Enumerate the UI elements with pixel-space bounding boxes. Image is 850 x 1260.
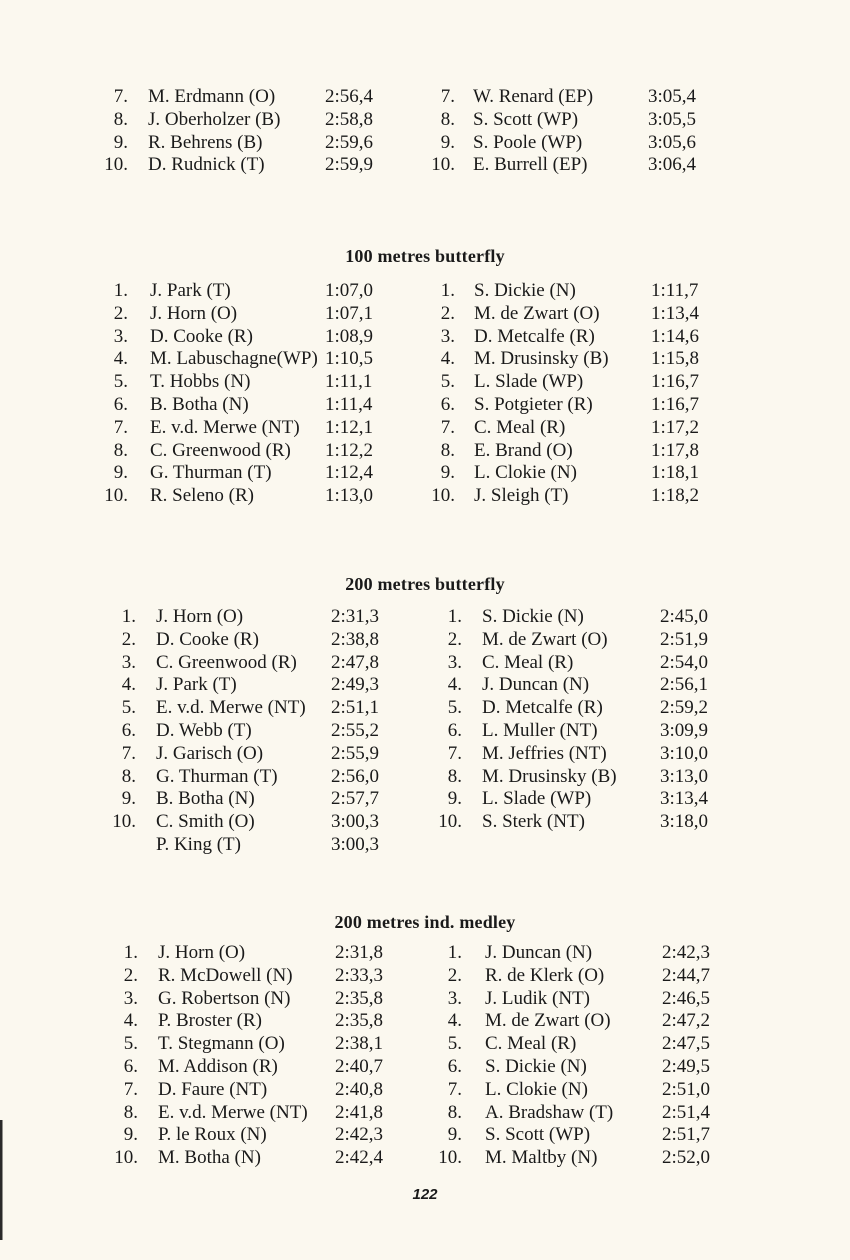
swimmer-name: M. Drusinsky (B) <box>482 765 617 787</box>
rank-number: 4. <box>113 348 128 370</box>
rank-number: 9. <box>113 131 128 153</box>
result-time: 2:56,4 <box>325 86 374 107</box>
swimmer-name: T. Hobbs (N) <box>150 371 251 393</box>
result-time: 1:12,1 <box>325 416 374 438</box>
result-time: 2:49,5 <box>662 1056 711 1077</box>
result-time: 2:51,7 <box>662 1124 711 1146</box>
swimmer-name: C. Greenwood (R) <box>150 439 291 461</box>
result-row <box>0 86 850 109</box>
rank-number: 2. <box>447 628 462 650</box>
result-time: 3:10,0 <box>660 742 709 764</box>
swimmer-name: S. Poole (WP) <box>473 131 583 153</box>
rank-number: 4. <box>121 674 136 696</box>
rank-number: 8. <box>440 439 455 461</box>
rank-number: 9. <box>440 131 455 153</box>
swimmer-name: J. Ludik (NT) <box>485 987 591 1009</box>
rank-number: 8. <box>440 108 455 130</box>
swimmer-name: S. Dickie (N) <box>485 1056 587 1077</box>
swimmer-name: W. Renard (EP) <box>473 86 594 107</box>
rank-number: 3. <box>447 651 462 673</box>
rank-number: 5. <box>123 1033 138 1055</box>
result-time: 1:14,6 <box>651 325 700 347</box>
result-time: 2:47,8 <box>331 651 380 673</box>
result-time: 2:41,8 <box>335 1101 384 1123</box>
rank-number: 2. <box>447 964 462 986</box>
rank-number: 10. <box>112 811 136 833</box>
result-time: 2:56,0 <box>331 765 380 787</box>
result-time: 2:51,9 <box>660 628 709 650</box>
result-time: 1:18,1 <box>651 462 700 484</box>
result-time: 3:05,6 <box>648 131 697 153</box>
swimmer-name: R. Seleno (R) <box>150 485 254 507</box>
result-time: 3:09,9 <box>660 720 709 741</box>
result-time: 2:42,3 <box>335 1124 384 1146</box>
rank-number: 3. <box>121 651 136 673</box>
swimmer-name: A. Bradshaw (T) <box>485 1101 614 1123</box>
result-time: 2:52,0 <box>662 1147 711 1169</box>
rank-number: 4. <box>123 1010 138 1032</box>
swimmer-name: J. Horn (O) <box>156 606 244 627</box>
rank-number: 1. <box>123 942 138 963</box>
swimmer-name: L. Clokie (N) <box>474 462 577 484</box>
rank-number: 6. <box>113 394 128 415</box>
swimmer-name: P. le Roux (N) <box>158 1124 267 1146</box>
rank-number: 5. <box>113 371 128 393</box>
swimmer-name: S. Dickie (N) <box>482 606 584 627</box>
rank-number: 10. <box>438 811 462 833</box>
result-time: 3:00,3 <box>331 834 380 855</box>
swimmer-name: L. Clokie (N) <box>485 1078 588 1100</box>
result-time: 2:49,3 <box>331 674 380 696</box>
swimmer-name: E. v.d. Merwe (NT) <box>150 416 300 438</box>
swimmer-name: B. Botha (N) <box>150 394 249 415</box>
result-row <box>0 485 850 508</box>
rank-number: 9. <box>123 1124 138 1146</box>
result-time: 2:35,8 <box>335 987 384 1009</box>
result-time: 2:59,2 <box>660 697 709 719</box>
swimmer-name: C. Greenwood (R) <box>156 651 297 673</box>
result-row <box>0 766 850 789</box>
rank-number: 10. <box>431 485 455 507</box>
result-time: 2:51,1 <box>331 697 380 719</box>
result-time: 1:18,2 <box>651 485 700 507</box>
result-time: 1:17,8 <box>651 439 700 461</box>
result-time: 1:16,7 <box>651 371 700 393</box>
result-time: 2:40,8 <box>335 1078 384 1100</box>
rank-number: 9. <box>447 788 462 810</box>
result-time: 1:10,5 <box>325 348 374 370</box>
swimmer-name: D. Webb (T) <box>156 720 252 741</box>
result-row <box>0 834 850 857</box>
result-time: 2:42,3 <box>662 942 711 963</box>
swimmer-name: R. Behrens (B) <box>148 131 263 153</box>
result-row <box>0 606 850 629</box>
result-time: 2:40,7 <box>335 1056 384 1077</box>
rank-number: 4. <box>447 1010 462 1032</box>
swimmer-name: J. Oberholzer (B) <box>148 108 281 130</box>
rank-number: 6. <box>123 1056 138 1077</box>
swimmer-name: D. Rudnick (T) <box>148 154 265 176</box>
section-heading: 100 metres butterfly <box>345 246 505 266</box>
swimmer-name: J. Duncan (N) <box>482 674 590 696</box>
result-row <box>0 1056 850 1079</box>
rank-number: 9. <box>113 462 128 484</box>
rank-number: 8. <box>113 108 128 130</box>
swimmer-name: S. Potgieter (R) <box>474 394 593 415</box>
swimmer-name: R. McDowell (N) <box>158 964 293 986</box>
swimmer-name: J. Sleigh (T) <box>474 485 569 507</box>
swimmer-name: M. Maltby (N) <box>485 1147 598 1169</box>
result-row <box>0 462 850 485</box>
result-row <box>0 988 850 1011</box>
rank-number: 8. <box>447 1101 462 1123</box>
rank-number: 4. <box>440 348 455 370</box>
swimmer-name: M. Addison (R) <box>158 1056 278 1077</box>
swimmer-name: S. Sterk (NT) <box>482 811 585 833</box>
swimmer-name: L. Slade (WP) <box>482 788 592 810</box>
result-row <box>0 1010 850 1033</box>
rank-number: 1. <box>121 606 136 627</box>
result-row <box>0 811 850 834</box>
result-time: 3:13,0 <box>660 765 709 787</box>
swimmer-name: M. Erdmann (O) <box>148 86 276 107</box>
swimmer-name: C. Meal (R) <box>482 651 574 673</box>
rank-number: 6. <box>121 720 136 741</box>
result-time: 2:44,7 <box>662 964 711 986</box>
result-time: 2:56,1 <box>660 674 709 696</box>
result-time: 2:42,4 <box>335 1147 384 1169</box>
rank-number: 9. <box>440 462 455 484</box>
rank-number: 1. <box>113 280 128 301</box>
rank-number: 3. <box>123 987 138 1009</box>
swimmer-name: B. Botha (N) <box>156 788 255 810</box>
rank-number: 10. <box>114 1147 138 1169</box>
result-row <box>0 965 850 988</box>
rank-number: 7. <box>123 1078 138 1100</box>
result-time: 2:45,0 <box>660 606 709 627</box>
rank-number: 5. <box>447 697 462 719</box>
swimmer-name: M. Labuschagne(WP) <box>150 348 318 370</box>
swimmer-name: S. Dickie (N) <box>474 280 576 301</box>
swimmer-name: R. de Klerk (O) <box>485 964 605 986</box>
swimmer-name: M. Botha (N) <box>158 1147 261 1169</box>
swimmer-name: S. Scott (WP) <box>485 1124 591 1146</box>
result-time: 2:54,0 <box>660 651 709 673</box>
swimmer-name: G. Thurman (T) <box>150 462 272 484</box>
result-time: 1:11,7 <box>651 280 699 301</box>
result-time: 3:13,4 <box>660 788 709 810</box>
result-time: 1:17,2 <box>651 416 700 438</box>
swimmer-name: L. Muller (NT) <box>482 720 598 741</box>
rank-number: 7. <box>121 742 136 764</box>
result-time: 2:35,8 <box>335 1010 384 1032</box>
result-time: 2:51,0 <box>662 1078 711 1100</box>
result-time: 1:16,7 <box>651 394 700 415</box>
swimmer-name: E. v.d. Merwe (NT) <box>156 697 306 719</box>
result-row <box>0 303 850 326</box>
swimmer-name: J. Horn (O) <box>150 302 238 324</box>
swimmer-name: D. Cooke (R) <box>156 628 259 650</box>
swimmer-name: J. Park (T) <box>156 674 237 696</box>
page-number: 122 <box>412 1186 438 1203</box>
swimmer-name: C. Meal (R) <box>474 416 566 438</box>
rank-number: 2. <box>121 628 136 650</box>
result-row <box>0 697 850 720</box>
rank-number: 1. <box>447 606 462 627</box>
swimmer-name: M. Drusinsky (B) <box>474 348 609 370</box>
swimmer-name: P. Broster (R) <box>158 1010 262 1032</box>
swimmer-name: M. de Zwart (O) <box>474 302 600 324</box>
result-time: 3:05,4 <box>648 86 697 107</box>
result-row <box>0 280 850 303</box>
swimmer-name: D. Cooke (R) <box>150 325 253 347</box>
rank-number: 9. <box>447 1124 462 1146</box>
result-time: 2:47,2 <box>662 1010 711 1032</box>
rank-number: 8. <box>113 439 128 461</box>
swimmer-name: J. Horn (O) <box>158 942 246 963</box>
swimmer-name: J. Garisch (O) <box>156 742 264 764</box>
result-row <box>0 154 850 177</box>
swimmer-name: C. Meal (R) <box>485 1033 577 1055</box>
rank-number: 3. <box>113 325 128 347</box>
result-row <box>0 132 850 155</box>
rank-number: 7. <box>447 742 462 764</box>
result-time: 1:11,4 <box>325 394 373 415</box>
result-time: 3:06,4 <box>648 154 697 176</box>
result-row <box>0 371 850 394</box>
result-row <box>0 326 850 349</box>
swimmer-name: P. King (T) <box>156 834 241 855</box>
result-time: 2:55,2 <box>331 720 380 741</box>
result-time: 2:55,9 <box>331 742 380 764</box>
result-time: 2:58,8 <box>325 108 374 130</box>
rank-number: 7. <box>440 86 455 107</box>
rank-number: 2. <box>123 964 138 986</box>
rank-number: 2. <box>440 302 455 324</box>
rank-number: 5. <box>447 1033 462 1055</box>
rank-number: 7. <box>440 416 455 438</box>
result-time: 2:38,8 <box>331 628 380 650</box>
result-row <box>0 348 850 371</box>
rank-number: 10. <box>431 154 455 176</box>
swimmer-name: E. Brand (O) <box>474 439 573 461</box>
swimmer-name: C. Smith (O) <box>156 811 255 833</box>
rank-number: 8. <box>121 765 136 787</box>
result-time: 3:05,5 <box>648 108 697 130</box>
result-time: 2:51,4 <box>662 1101 711 1123</box>
result-row <box>0 109 850 132</box>
result-time: 3:18,0 <box>660 811 709 833</box>
section-heading: 200 metres ind. medley <box>334 912 516 932</box>
result-time: 2:33,3 <box>335 964 384 986</box>
result-row <box>0 440 850 463</box>
result-row <box>0 788 850 811</box>
result-row <box>0 629 850 652</box>
swimmer-name: M. de Zwart (O) <box>482 628 608 650</box>
rank-number: 1. <box>440 280 455 301</box>
swimmer-name: J. Duncan (N) <box>485 942 593 963</box>
rank-number: 3. <box>447 987 462 1009</box>
swimmer-name: D. Metcalfe (R) <box>474 325 595 347</box>
swimmer-name: S. Scott (WP) <box>473 108 579 130</box>
result-row <box>0 1147 850 1170</box>
result-time: 2:31,3 <box>331 606 380 627</box>
swimmer-name: L. Slade (WP) <box>474 371 584 393</box>
result-row <box>0 394 850 417</box>
result-time: 2:46,5 <box>662 987 711 1009</box>
rank-number: 7. <box>447 1078 462 1100</box>
result-time: 2:59,6 <box>325 131 374 153</box>
swimmer-name: D. Metcalfe (R) <box>482 697 603 719</box>
section-heading: 200 metres butterfly <box>345 574 505 594</box>
result-time: 1:12,2 <box>325 439 374 461</box>
rank-number: 5. <box>121 697 136 719</box>
rank-number: 8. <box>123 1101 138 1123</box>
rank-number: 10. <box>438 1147 462 1169</box>
rank-number: 6. <box>440 394 455 415</box>
result-time: 1:13,4 <box>651 302 700 324</box>
swimmer-name: G. Thurman (T) <box>156 765 278 787</box>
result-row <box>0 1033 850 1056</box>
result-time: 2:47,5 <box>662 1033 711 1055</box>
rank-number: 7. <box>113 416 128 438</box>
swimmer-name: D. Faure (NT) <box>158 1078 268 1100</box>
rank-number: 7. <box>113 86 128 107</box>
result-row <box>0 743 850 766</box>
result-time: 2:59,9 <box>325 154 374 176</box>
result-row <box>0 942 850 965</box>
rank-number: 5. <box>440 371 455 393</box>
result-row <box>0 652 850 675</box>
result-time: 1:11,1 <box>325 371 373 393</box>
result-row <box>0 720 850 743</box>
result-time: 2:31,8 <box>335 942 384 963</box>
rank-number: 10. <box>104 485 128 507</box>
swimmer-name: M. Jeffries (NT) <box>482 742 607 764</box>
result-time: 1:07,1 <box>325 302 374 324</box>
result-time: 1:07,0 <box>325 280 374 301</box>
rank-number: 3. <box>440 325 455 347</box>
result-row <box>0 417 850 440</box>
rank-number: 4. <box>447 674 462 696</box>
rank-number: 6. <box>447 1056 462 1077</box>
rank-number: 1. <box>447 942 462 963</box>
swimmer-name: M. de Zwart (O) <box>485 1010 611 1032</box>
result-time: 3:00,3 <box>331 811 380 833</box>
rank-number: 9. <box>121 788 136 810</box>
result-row <box>0 1079 850 1102</box>
swimmer-name: J. Park (T) <box>150 280 231 301</box>
rank-number: 8. <box>447 765 462 787</box>
result-time: 2:38,1 <box>335 1033 384 1055</box>
rank-number: 6. <box>447 720 462 741</box>
result-time: 1:15,8 <box>651 348 700 370</box>
rank-number: 2. <box>113 302 128 324</box>
rank-number: 10. <box>104 154 128 176</box>
result-time: 1:12,4 <box>325 462 374 484</box>
result-row <box>0 674 850 697</box>
result-time: 2:57,7 <box>331 788 380 810</box>
result-row <box>0 1124 850 1147</box>
swimmer-name: T. Stegmann (O) <box>158 1033 285 1055</box>
result-time: 1:08,9 <box>325 325 374 347</box>
result-time: 1:13,0 <box>325 485 374 507</box>
swimmer-name: G. Robertson (N) <box>158 987 291 1009</box>
swimmer-name: E. Burrell (EP) <box>473 154 588 176</box>
swimmer-name: E. v.d. Merwe (NT) <box>158 1101 308 1123</box>
result-row <box>0 1102 850 1125</box>
